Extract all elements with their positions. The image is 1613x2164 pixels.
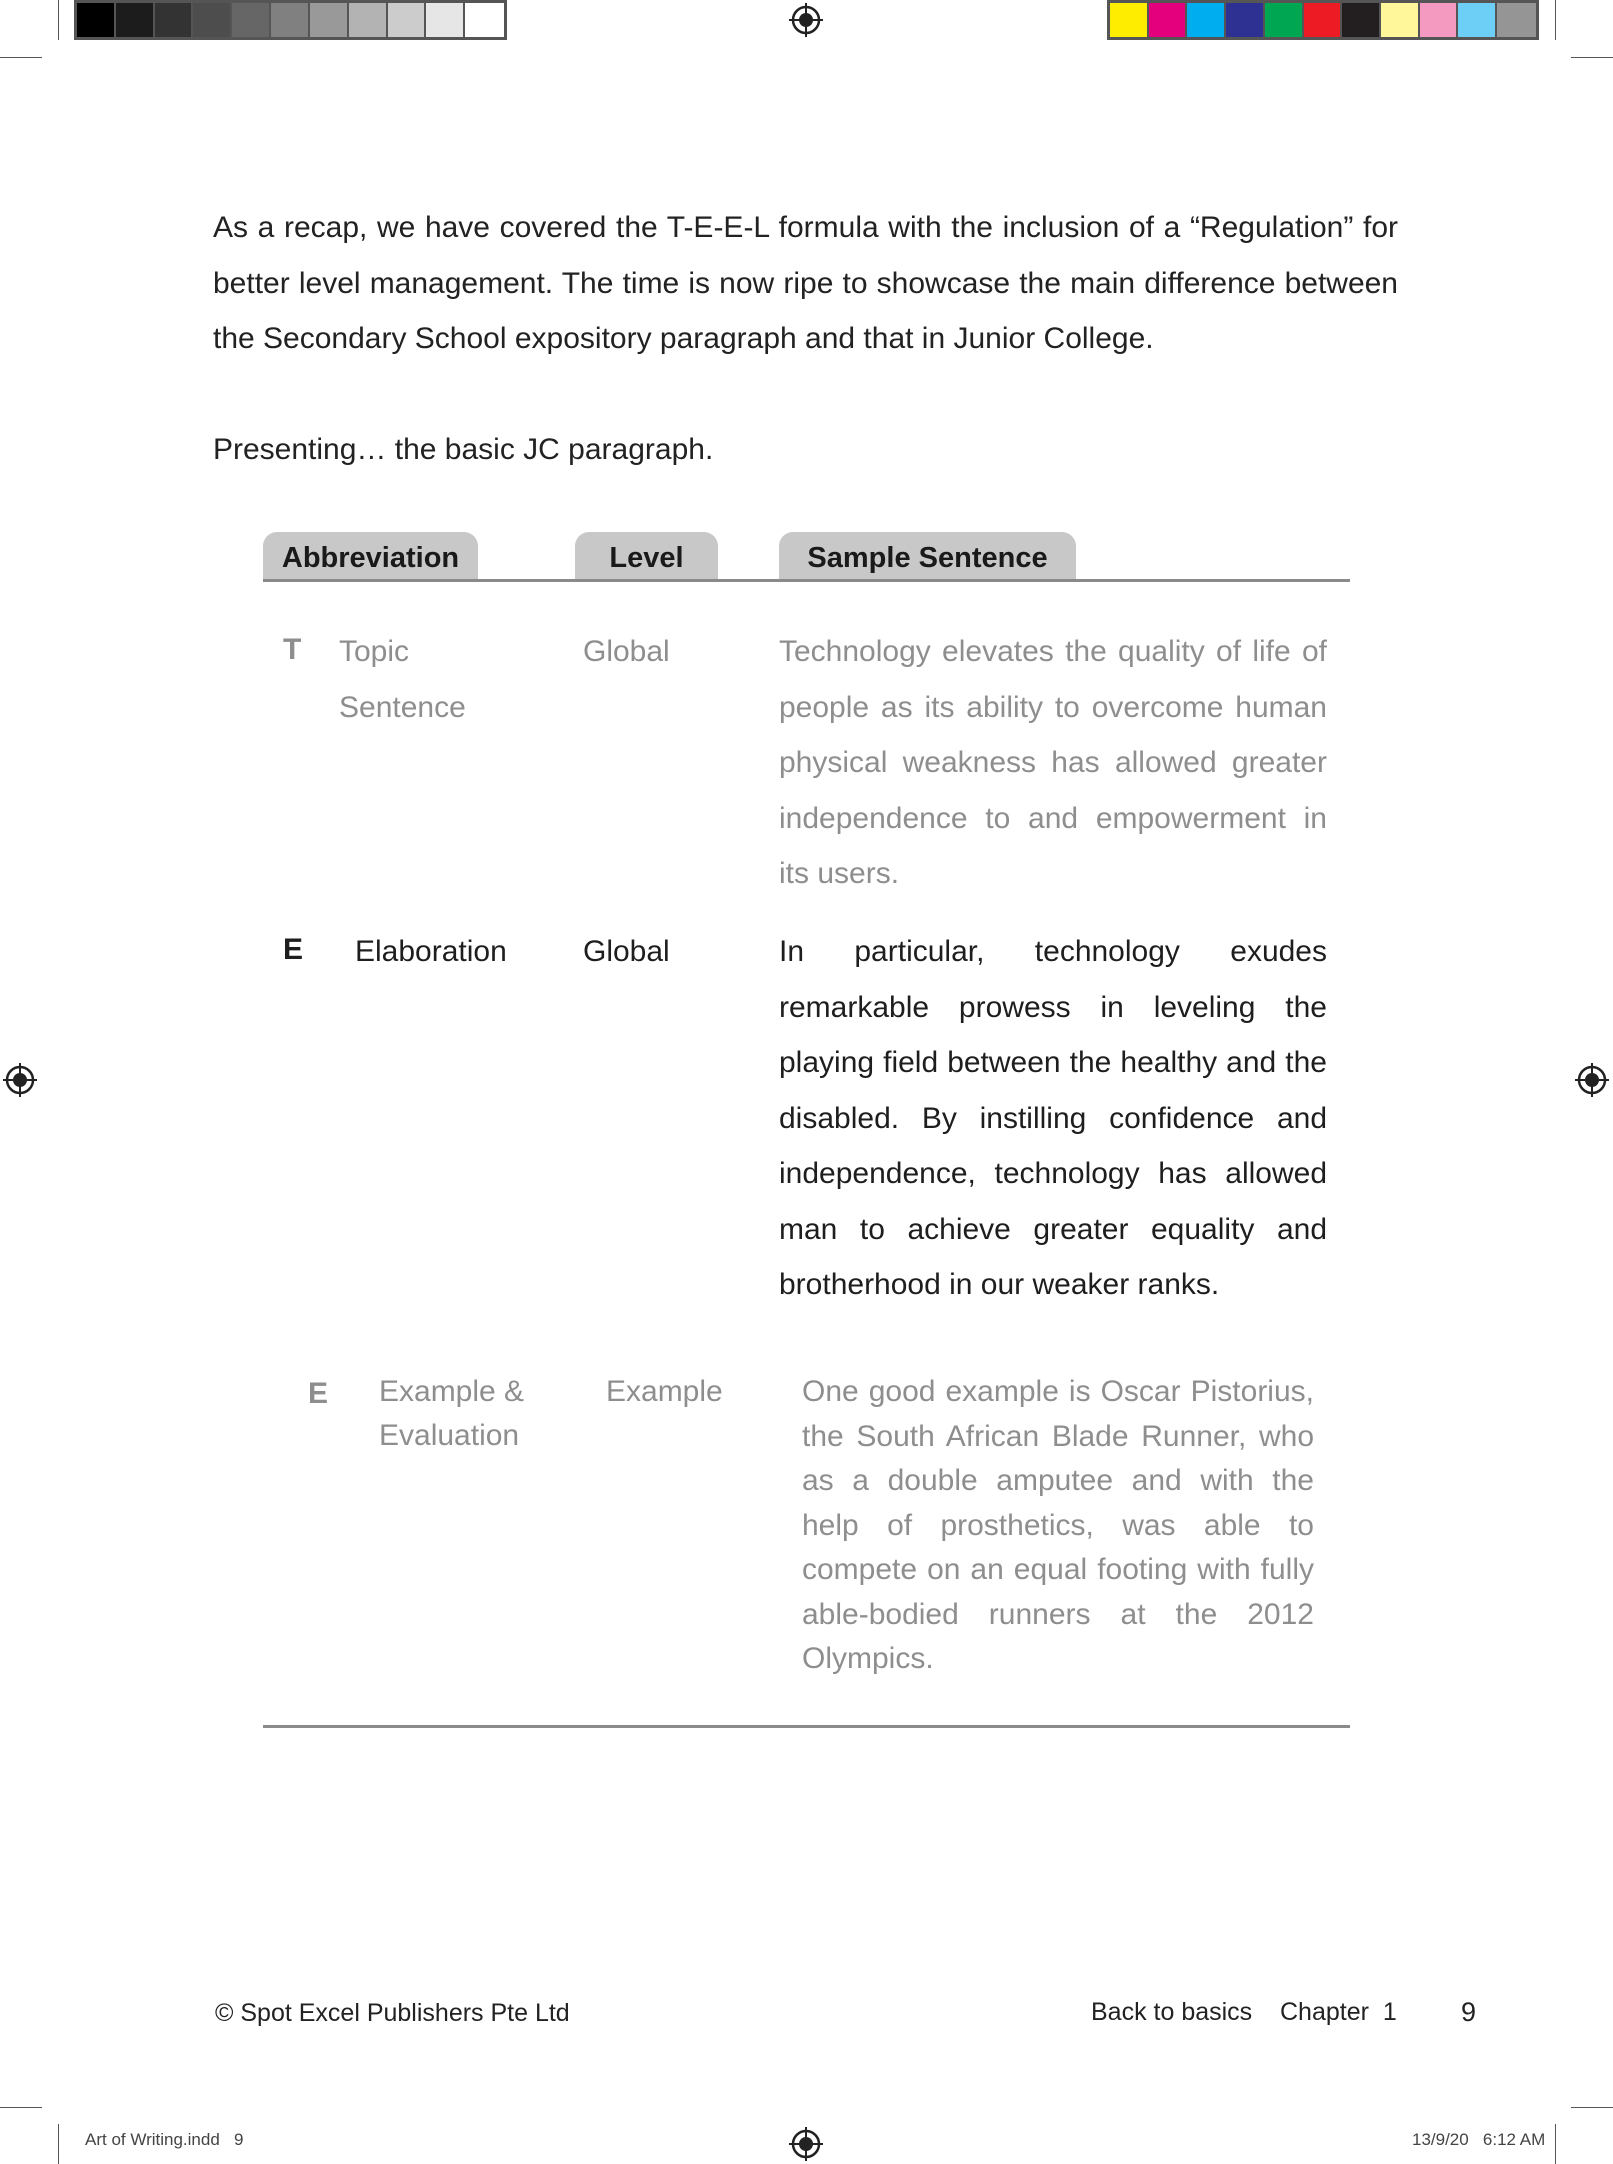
slug-file-name: Art of Writing.indd 9 xyxy=(85,2130,244,2149)
color-swatch xyxy=(116,3,155,37)
row-name-line: Elaboration xyxy=(355,935,507,968)
crop-mark xyxy=(0,57,42,58)
color-swatch xyxy=(1304,3,1343,37)
crop-mark xyxy=(0,2107,42,2108)
color-swatch xyxy=(1187,3,1226,37)
color-swatch xyxy=(1458,3,1497,37)
row-sample-sentence: In particular, technology exudes remarkable prowess in leveling the playing field between the healthy and the disabled. By instilling confidence and independence, technology has allowed man to achieve greater equality and brotherhood in our weaker ranks. xyxy=(779,935,1327,1301)
color-swatch xyxy=(1420,3,1459,37)
color-swatch xyxy=(1381,3,1420,37)
crop-mark xyxy=(58,2124,59,2164)
registration-mark-icon xyxy=(1575,1063,1609,1097)
color-swatch xyxy=(1149,3,1188,37)
row-letter: E xyxy=(308,1377,329,1410)
row-name xyxy=(379,1370,524,1458)
row-name xyxy=(355,924,507,980)
color-swatch xyxy=(232,3,271,37)
color-swatch xyxy=(1265,3,1304,37)
color-swatch xyxy=(465,3,504,37)
color-swatch xyxy=(271,3,310,37)
color-swatch xyxy=(349,3,388,37)
grayscale-color-bar xyxy=(74,0,507,40)
header-sample-sentence: Sample Sentence xyxy=(779,532,1076,582)
row-name xyxy=(339,624,466,735)
row-sample-sentence: Technology elevates the quality of life of people as its ability to overcome human physical weakness has allowed greater independence to and empowerment in its users. xyxy=(779,635,1327,890)
color-swatch xyxy=(388,3,427,37)
intro-paragraph: As a recap, we have covered the T-E-E-L formula with the inclusion of a “Regulation” for better level management. The time is now ripe to showcase the main difference between the Secondary School expository paragraph and that in Junior College. xyxy=(213,211,1398,355)
header-abbreviation: Abbreviation xyxy=(263,532,478,582)
row-sample-sentence: One good example is Oscar Pistorius, the South African Blade Runner, who as a double amputee and with the help of prosthetics, was able to compete on an equal footing with fully able-bodied runners at the 2012 Olympics. xyxy=(802,1375,1314,1675)
header-level: Level xyxy=(575,532,718,582)
row-name-line: Evaluation xyxy=(379,1419,520,1452)
crop-mark xyxy=(1555,0,1556,40)
color-swatch xyxy=(155,3,194,37)
color-swatch xyxy=(1342,3,1381,37)
row-letter: T xyxy=(283,633,302,666)
registration-mark-icon xyxy=(789,3,823,37)
registration-mark-icon xyxy=(3,1063,37,1097)
color-swatch xyxy=(310,3,349,37)
row-name-line: Example & xyxy=(379,1375,525,1408)
row-level: Global xyxy=(583,635,670,668)
crop-mark xyxy=(1571,57,1613,58)
table-bottom-rule xyxy=(263,1725,1350,1728)
row-level: Example xyxy=(606,1375,723,1408)
table-top-rule xyxy=(263,579,1350,582)
color-swatch xyxy=(1226,3,1265,37)
running-chapter-label: Chapter 1 xyxy=(1280,1998,1397,2026)
color-swatch xyxy=(426,3,465,37)
color-swatch xyxy=(1110,3,1149,37)
color-swatch xyxy=(77,3,116,37)
crop-mark xyxy=(58,0,59,40)
row-name-line: Topic xyxy=(339,635,410,668)
process-color-bar xyxy=(1107,0,1539,40)
slug-datetime: 13/9/20 6:12 AM xyxy=(1412,2130,1546,2149)
color-swatch xyxy=(1497,3,1536,37)
color-swatch xyxy=(193,3,232,37)
running-section-title: Back to basics xyxy=(1091,1998,1253,2026)
registration-mark-icon xyxy=(789,2127,823,2161)
crop-mark xyxy=(1555,2124,1556,2164)
row-name-line: Sentence xyxy=(339,690,466,724)
copyright: © Spot Excel Publishers Pte Ltd xyxy=(215,1999,570,2027)
presenting-line: Presenting… the basic JC paragraph. xyxy=(213,433,714,466)
crop-mark xyxy=(1571,2107,1613,2108)
row-level: Global xyxy=(583,935,670,968)
page-number: 9 xyxy=(1461,1997,1477,2027)
row-letter: E xyxy=(283,933,304,966)
